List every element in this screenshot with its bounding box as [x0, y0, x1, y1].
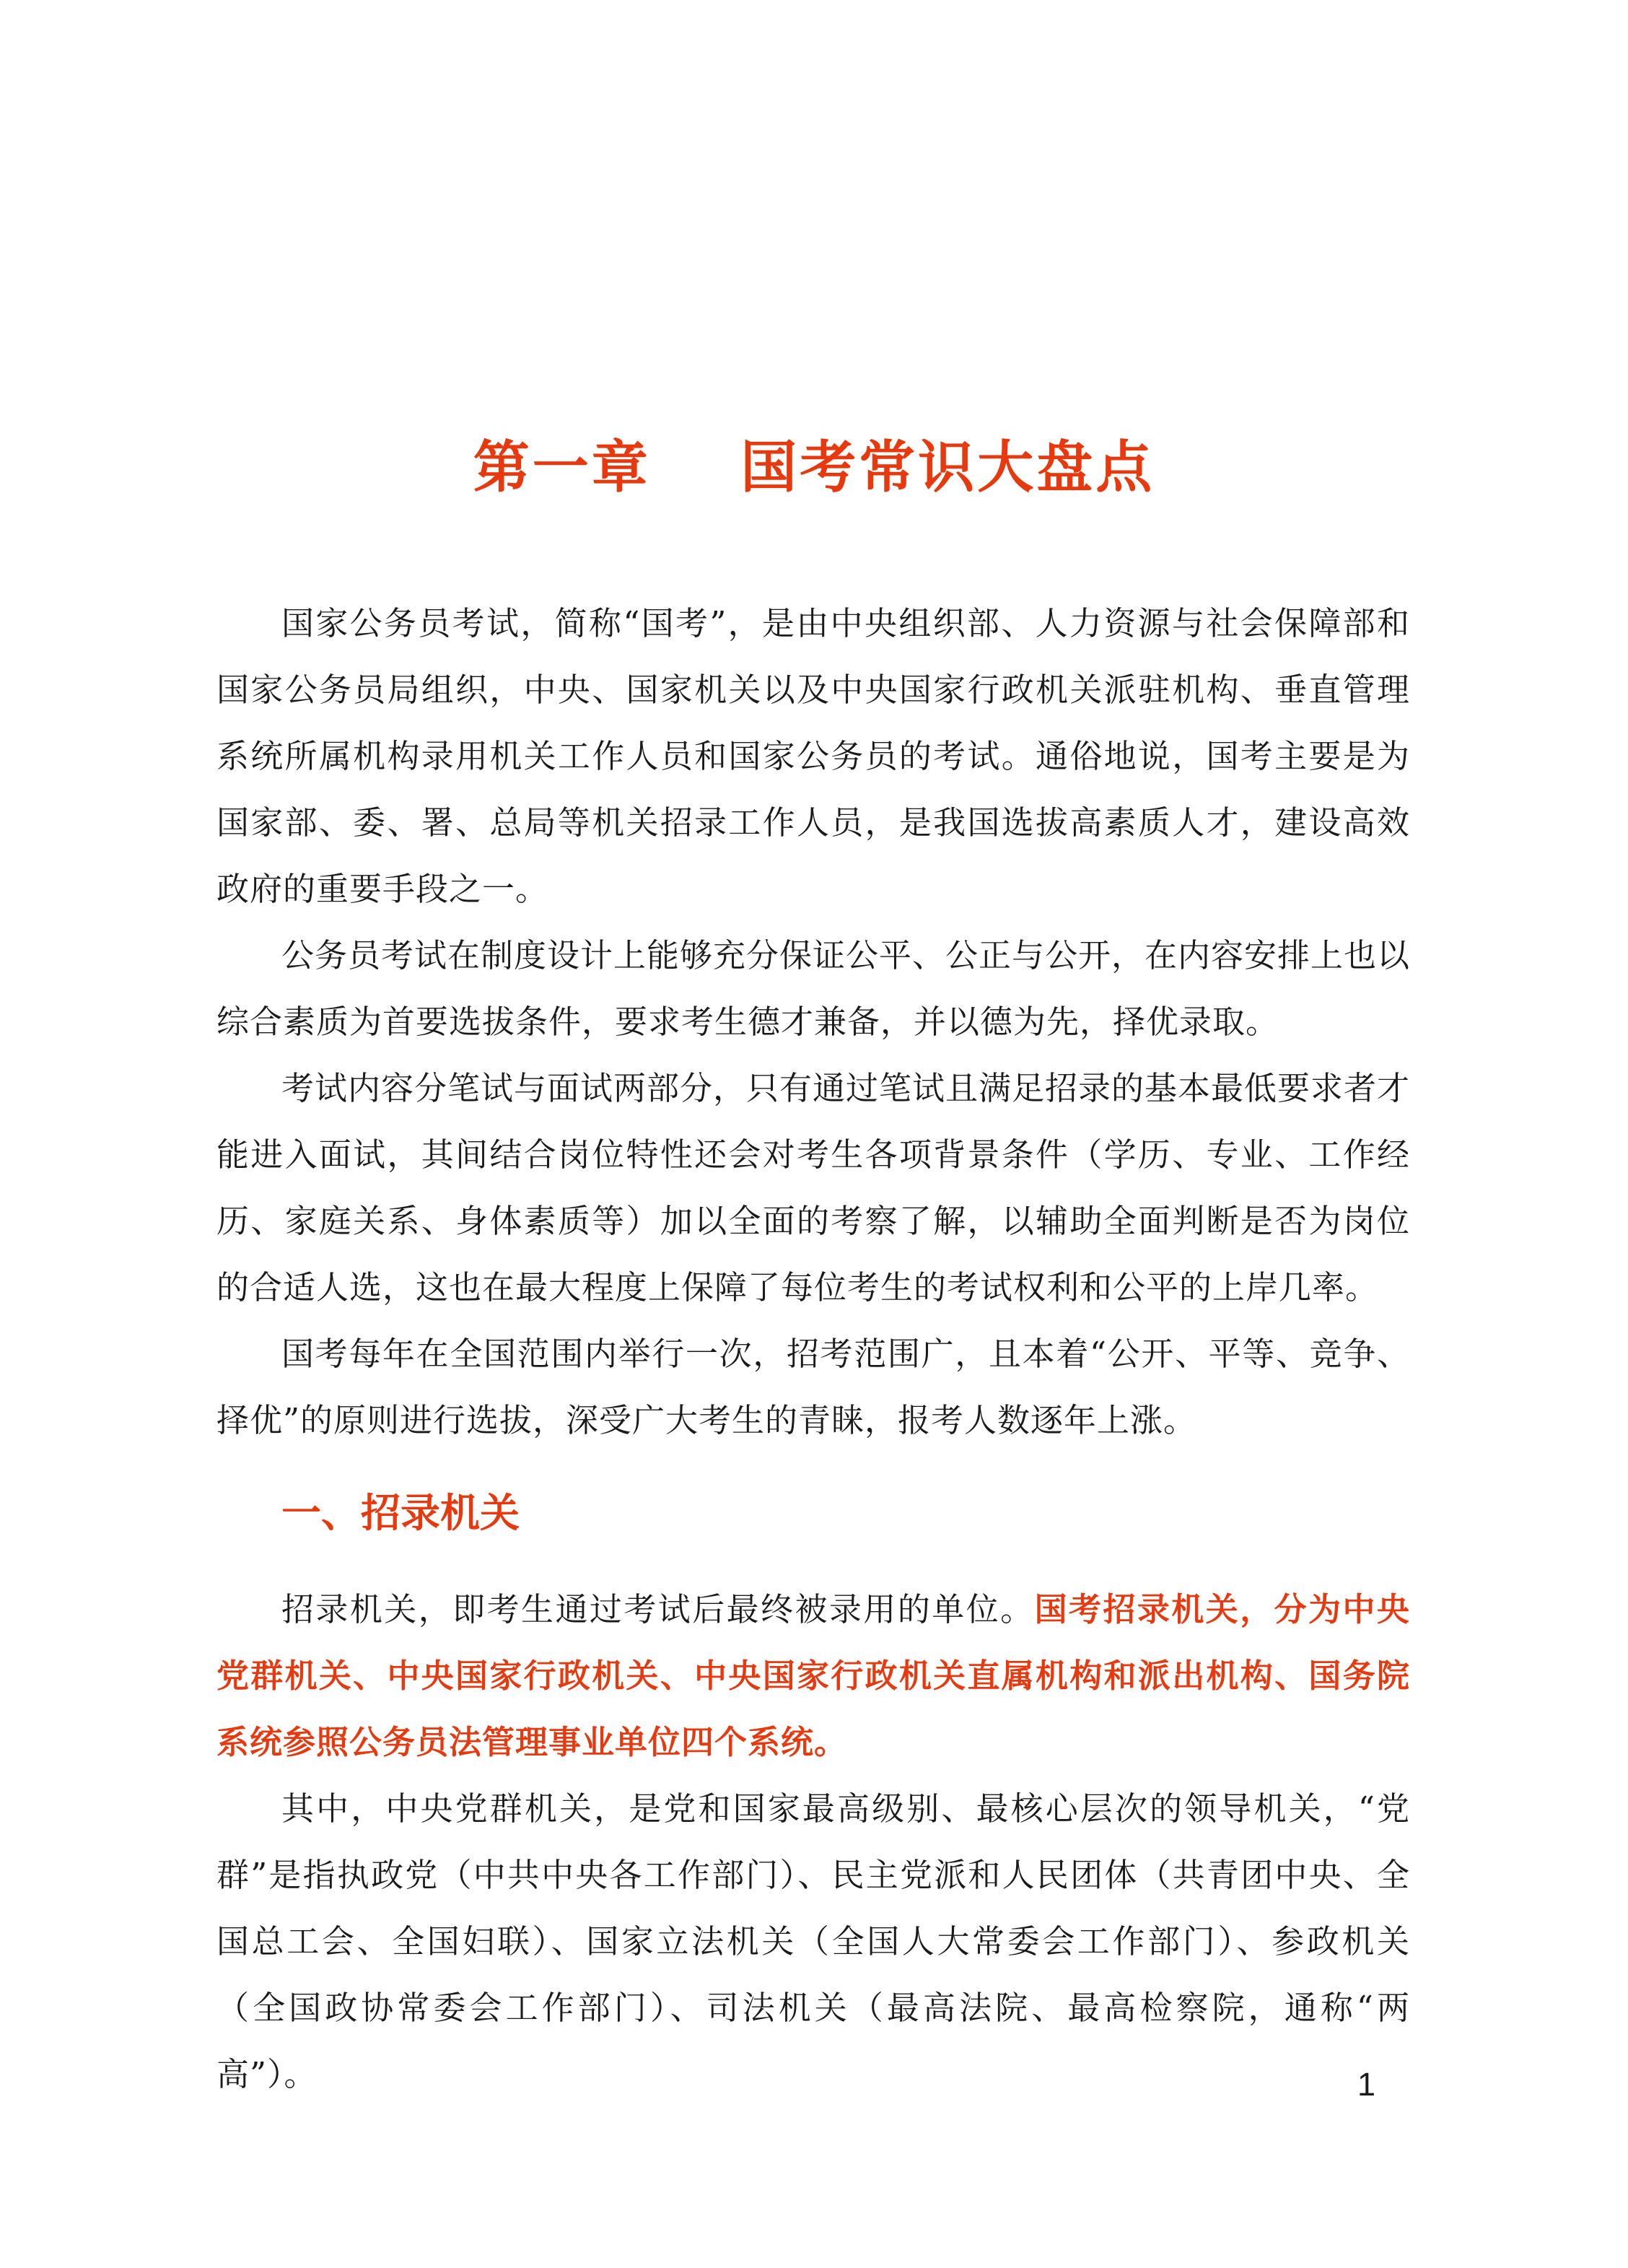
section-paragraph-1-highlight: 国考招录机关，分为中央党群机关、中央国家行政机关、中央国家行政机关直属机构和派出机构、国务院系统参照公务员法管理事业单位四个系统。 [216, 1590, 1410, 1761]
intro-paragraph-3: 考试内容分笔试与面试两部分，只有通过笔试且满足招录的基本最低要求者才能进入面试，其间结合岗位特性还会对考生各项背景条件（学历、专业、工作经历、家庭关系、身体素质等）加以全面的考察了解，以辅助全面判断是否为岗位的合适人选，这也在最大程度上保障了每位考生的考试权利和公平的上岸几率。 [216, 1069, 1411, 1307]
section-heading-recruiting-agencies: 一、招录机关 [281, 1490, 520, 1536]
intro-paragraph-4: 国考每年在全国范围内举行一次，招考范围广，且本着“公开、平等、竞争、择优”的原则进行选拔，深受广大考生的青睐，报考人数逐年上涨。 [216, 1335, 1410, 1439]
intro-paragraph-2: 公务员考试在制度设计上能够充分保证公平、公正与公开，在内容安排上也以综合素质为首要选拔条件，要求考生德才兼备，并以德为先，择优录取。 [216, 936, 1411, 1041]
document-body [216, 590, 1410, 2108]
chapter-title: 第一章 国考常识大盘点 [473, 435, 1155, 500]
page-number: 1 [1357, 2066, 1375, 2103]
section-paragraph-1-plain: 招录机关，即考生通过考试后最终被录用的单位。 [281, 1590, 1035, 1628]
intro-paragraph-1: 国家公务员考试，简称“国考”，是由中央组织部、人力资源与社会保障部和国家公务员局组织，中央、国家机关以及中央国家行政机关派驻机构、垂直管理系统所属机构录用机关工作人员和国家公务员的考试。通俗地说，国考主要是为国家部、委、署、总局等机关招录工作人员，是我国选拔高素质人才，建设高效政府的重要手段之一。 [216, 604, 1410, 908]
section-paragraph-1 [216, 1576, 1410, 1776]
section-paragraph-2: 其中，中央党群机关，是党和国家最高级别、最核心层次的领导机关，“党群”是指执政党（中共中央各工作部门）、民主党派和人民团体（共青团中央、全国总工会、全国妇联）、国家立法机关（全国人大常委会工作部门）、参政机关（全国政协常委会工作部门）、司法机关（最高法院、最高检察院，通称“两高”）。 [216, 1789, 1410, 2093]
